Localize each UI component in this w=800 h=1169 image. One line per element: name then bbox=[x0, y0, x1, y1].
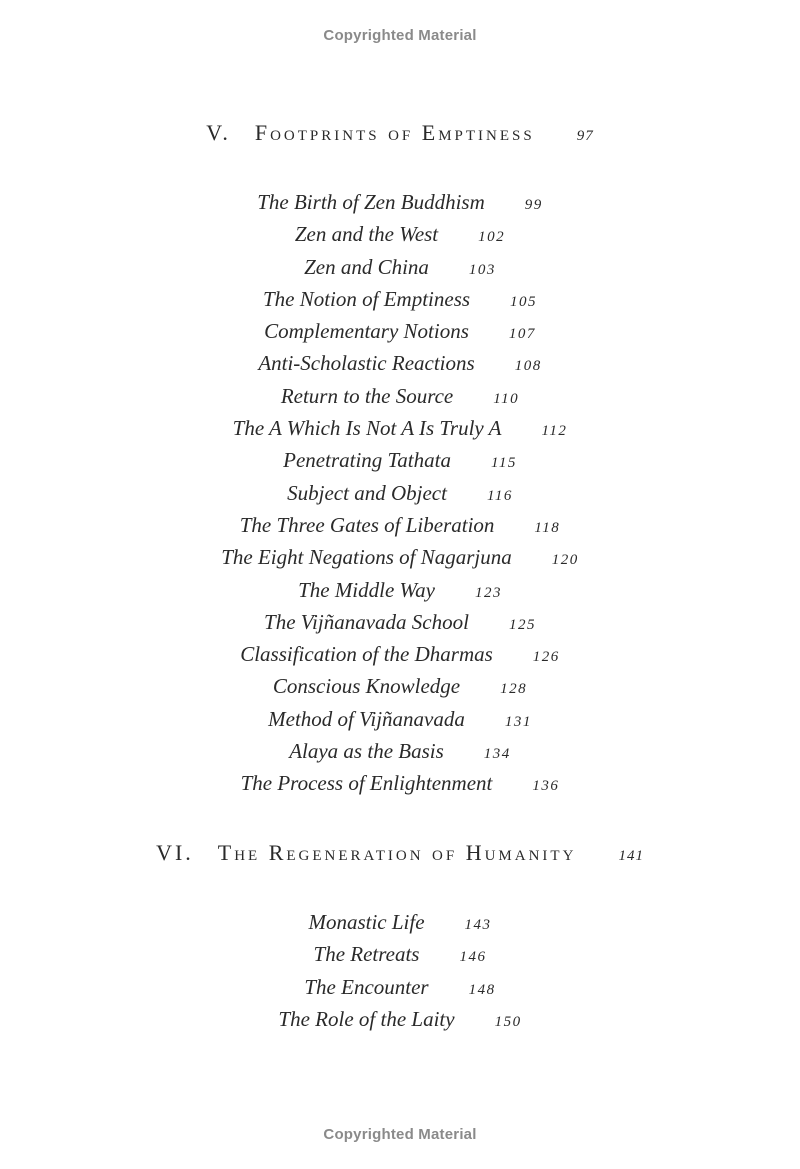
chapter-title: The Regeneration of Humanity bbox=[217, 840, 577, 865]
toc-entry bbox=[0, 545, 800, 577]
copyright-watermark-top: Copyrighted Material bbox=[323, 27, 477, 44]
toc-entry-title: Classification of the Dharmas bbox=[240, 642, 493, 667]
chapter-heading-6 bbox=[0, 840, 800, 866]
toc-entry-page: 134 bbox=[483, 746, 511, 763]
toc-entry-title: Anti-Scholastic Reactions bbox=[258, 351, 475, 376]
toc-entry bbox=[0, 674, 800, 706]
toc-entry-page: 143 bbox=[464, 917, 492, 933]
toc-entry-title: Return to the Source bbox=[280, 383, 454, 408]
toc-entry-title: The A Which Is Not A Is Truly A bbox=[232, 416, 502, 441]
chapter-numeral: V. bbox=[206, 120, 231, 145]
toc-entry bbox=[0, 942, 800, 974]
toc-entry bbox=[0, 1007, 800, 1039]
toc-entry bbox=[0, 975, 800, 1007]
toc-entry bbox=[0, 222, 800, 254]
toc-entry-page: 116 bbox=[486, 487, 513, 504]
toc-entry bbox=[0, 910, 800, 942]
toc-entry-page: 126 bbox=[532, 649, 560, 666]
toc-entry-title: Zen and the West bbox=[294, 222, 439, 247]
toc-entry-title: The Vijñanavada School bbox=[264, 609, 469, 634]
toc-entry-title: Method of Vijñanavada bbox=[268, 706, 465, 731]
copyright-watermark-bottom: Copyrighted Material bbox=[323, 1126, 477, 1143]
toc-entry-page: 120 bbox=[551, 552, 579, 569]
toc-entry bbox=[0, 319, 800, 351]
toc-entry-title: Penetrating Tathata bbox=[283, 448, 451, 473]
toc-entry-title: Monastic Life bbox=[308, 910, 425, 934]
toc-entry-title: The Retreats bbox=[313, 942, 420, 967]
toc-entry-title: Subject and Object bbox=[287, 480, 447, 505]
toc-entry bbox=[0, 448, 800, 480]
toc-entry-title: The Role of the Laity bbox=[278, 1006, 455, 1031]
toc-entry-page: 131 bbox=[504, 713, 532, 730]
toc-entry-title: Complementary Notions bbox=[264, 319, 469, 344]
toc-entry-page: 108 bbox=[514, 358, 542, 375]
toc-entry-page: 99 bbox=[524, 197, 543, 213]
toc-entry-page: 136 bbox=[532, 778, 560, 795]
toc-entry-page: 110 bbox=[493, 390, 520, 407]
toc-entry-title: Conscious Knowledge bbox=[272, 674, 461, 699]
toc-entry-page: 103 bbox=[468, 261, 496, 278]
toc-entry bbox=[0, 351, 800, 383]
toc-entry-page: 123 bbox=[474, 584, 502, 601]
toc-entry bbox=[0, 481, 800, 513]
toc-entry-page: 112 bbox=[541, 423, 568, 440]
toc-entry-title: The Encounter bbox=[304, 974, 429, 999]
toc-entry-title: The Birth of Zen Buddhism bbox=[257, 190, 485, 214]
toc-entry-page: 118 bbox=[534, 519, 561, 536]
toc-entry bbox=[0, 255, 800, 287]
toc-entry bbox=[0, 610, 800, 642]
chapter-title: Footprints of Emptiness bbox=[254, 120, 535, 145]
chapter-5-entries bbox=[0, 190, 800, 804]
toc-entry bbox=[0, 513, 800, 545]
toc-entry bbox=[0, 771, 800, 803]
toc-entry-page: 146 bbox=[459, 949, 487, 966]
toc-entry-title: Alaya as the Basis bbox=[289, 739, 444, 764]
toc-entry-title: The Eight Negations of Nagarjuna bbox=[221, 545, 512, 570]
toc-entry-page: 128 bbox=[500, 681, 528, 698]
toc-entry-page: 105 bbox=[510, 293, 538, 310]
chapter-heading-5 bbox=[0, 120, 800, 146]
chapter-page-number: 97 bbox=[576, 128, 594, 144]
toc-entry-title: The Notion of Emptiness bbox=[262, 286, 471, 311]
toc-entry-title: The Process of Enlightenment bbox=[240, 771, 493, 796]
chapter-numeral: VI. bbox=[156, 840, 194, 865]
toc-entry bbox=[0, 190, 800, 222]
toc-entry-page: 150 bbox=[494, 1013, 522, 1030]
toc-entry-page: 115 bbox=[490, 455, 517, 472]
toc-entry bbox=[0, 707, 800, 739]
chapter-page-number: 141 bbox=[618, 848, 644, 864]
toc-entry bbox=[0, 642, 800, 674]
toc-entry bbox=[0, 739, 800, 771]
toc-entry-page: 148 bbox=[468, 981, 496, 998]
chapter-6-entries bbox=[0, 910, 800, 1039]
toc-entry bbox=[0, 578, 800, 610]
toc-entry-page: 107 bbox=[508, 326, 536, 343]
toc-entry-title: Zen and China bbox=[304, 254, 429, 279]
toc-entry-page: 102 bbox=[478, 229, 506, 246]
toc-entry bbox=[0, 384, 800, 416]
toc-entry bbox=[0, 287, 800, 319]
toc-entry-title: The Middle Way bbox=[298, 577, 435, 602]
toc-entry-title: The Three Gates of Liberation bbox=[239, 512, 495, 537]
toc-entry-page: 125 bbox=[508, 616, 536, 633]
toc-entry bbox=[0, 416, 800, 448]
